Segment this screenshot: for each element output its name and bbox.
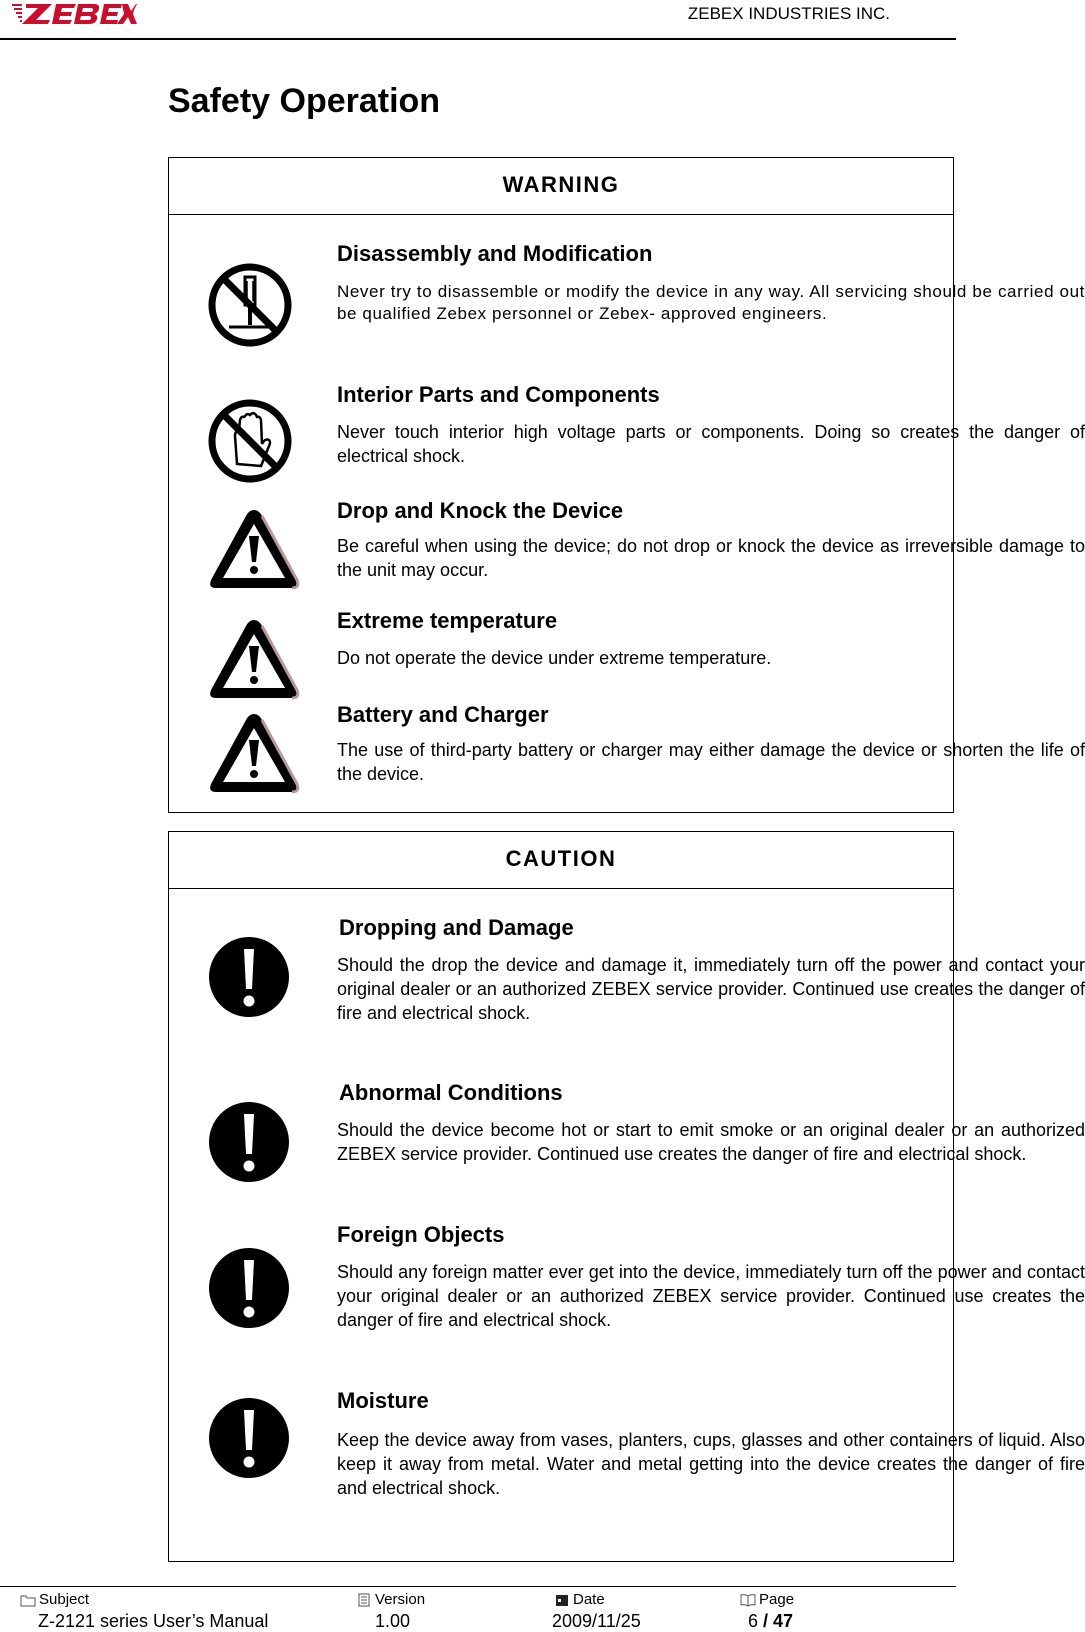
no-disassembly-icon — [207, 259, 293, 351]
open-book-icon — [740, 1593, 756, 1607]
page-title: Safety Operation — [168, 82, 441, 120]
warning-heading: WARNING — [169, 158, 953, 215]
exclamation-circle-icon — [207, 1396, 291, 1480]
subject-label-group — [20, 1591, 89, 1608]
version-label-group — [356, 1591, 425, 1608]
caution-box — [168, 831, 1085, 1562]
warning-item-title: Drop and Knock the Device — [337, 498, 624, 523]
warning-triangle-icon — [207, 616, 301, 702]
caution-item-text: Should the device become hot or start to emit smoke or an original dealer or an authorized ZEBEX service provider. Continued use creates the danger of fire and electrical shock. — [337, 1120, 1085, 1164]
exclamation-circle-icon — [207, 935, 291, 1019]
warning-item-text: Never try to disassemble or modify the device in any way. All servicing should be carried out be qualified Zebex personnel or Zebex- approved engineers. — [337, 282, 1085, 323]
caution-item-text: Should any foreign matter ever get into the device, immediately turn off the power and contact your original dealer or an authorized ZEBEX service provider. Continued use creates the danger of fire and electrical shock. — [337, 1262, 1085, 1330]
warning-item-title: Interior Parts and Components — [337, 382, 660, 407]
date-label: Date — [573, 1591, 605, 1608]
caution-item-title: Abnormal Conditions — [339, 1080, 563, 1105]
warning-triangle-icon — [207, 506, 301, 592]
warning-item-text: Be careful when using the device; do not drop or knock the device as irreversible damage to the unit may occur. — [337, 536, 1085, 580]
subject-value: Z-2121 series User’s Manual — [38, 1611, 269, 1631]
page-total: 47 — [773, 1611, 794, 1631]
page-number — [748, 1611, 793, 1632]
caution-item-title: Foreign Objects — [337, 1222, 505, 1247]
page-current: 6 — [748, 1611, 759, 1631]
caution-item-text: Keep the device away from vases, planters, cups, glasses and other containers of liquid. Also keep it away from metal. Water and metal getting into the device creates the danger of fire and electrical shock. — [337, 1430, 1085, 1498]
date-label-group — [554, 1591, 605, 1608]
warning-item-text: Never touch interior high voltage parts or components. Doing so creates the danger of electrical shock. — [337, 422, 1085, 466]
caution-item-title: Moisture — [337, 1388, 429, 1413]
subject-label: Subject — [39, 1591, 90, 1608]
page-header — [0, 0, 956, 40]
page-separator: / — [758, 1611, 774, 1631]
exclamation-circle-icon — [207, 1100, 291, 1184]
caution-heading: CAUTION — [169, 832, 953, 889]
version-value: 1.00 — [375, 1611, 411, 1631]
warning-triangle-icon — [207, 710, 301, 796]
no-touch-hand-icon — [207, 396, 293, 486]
warning-item-title: Battery and Charger — [337, 702, 549, 727]
company-name: ZEBEX INDUSTRIES INC. — [687, 4, 890, 23]
page-label: Page — [759, 1591, 795, 1608]
folder-icon — [20, 1593, 36, 1607]
warning-item-text: Do not operate the device under extreme temperature. — [337, 648, 772, 668]
date-value: 2009/11/25 — [552, 1611, 641, 1631]
page-label-group — [740, 1591, 794, 1608]
caution-item-text: Should the drop the device and damage it, immediately turn off the power and contact your original dealer or an authorized ZEBEX service provider. Continued use creates the danger of fire and electrical shock. — [337, 955, 1085, 1023]
exclamation-circle-icon — [207, 1246, 291, 1330]
warning-item-text: The use of third-party battery or charger may either damage the device or shorten the life of the device. — [337, 740, 1085, 784]
document-icon — [356, 1593, 372, 1607]
page-footer — [0, 1586, 956, 1631]
zebex-logo — [12, 2, 137, 26]
warning-box — [168, 157, 1085, 813]
caution-item-title: Dropping and Damage — [339, 915, 574, 940]
version-label: Version — [375, 1591, 426, 1608]
warning-item-title: Extreme temperature — [337, 608, 558, 633]
calendar-icon — [554, 1593, 570, 1607]
warning-item-title: Disassembly and Modification — [337, 241, 653, 266]
